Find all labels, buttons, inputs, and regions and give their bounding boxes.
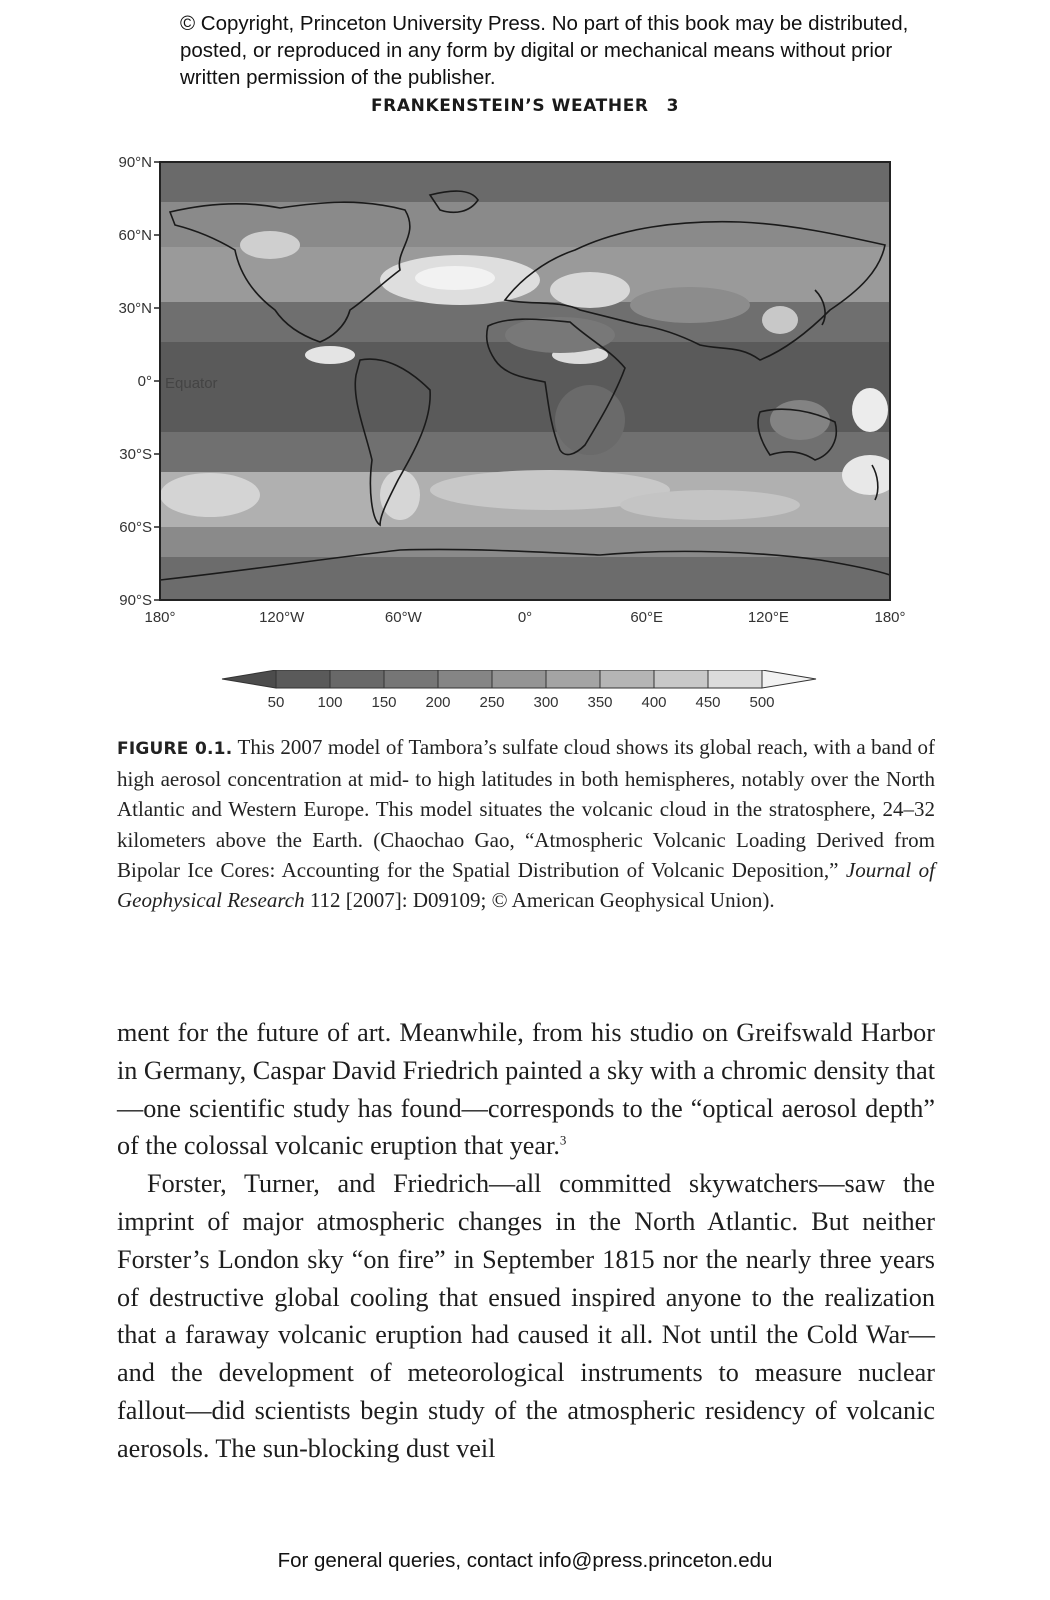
colorbar-svg	[0, 670, 1050, 730]
colorbar-segment	[708, 670, 762, 688]
aerosol-map-figure	[0, 150, 1050, 650]
y-tick-label: 90°S	[119, 592, 152, 609]
aerosol-field	[160, 162, 898, 600]
colorbar-tick-label: 200	[425, 694, 451, 711]
colorbar-extend-low	[222, 670, 276, 688]
paragraph-1-text: ment for the future of art. Meanwhile, from his studio on Greifswald Harbor in Germany, Caspar David Friedrich painted a sky with a chromic density that—one scientific study has found—corresponds to the “optical aerosol depth” of the colossal volcanic eruption that year.	[117, 1018, 935, 1161]
caption-text: This 2007 model of Tambora’s sulfate cloud shows its global reach, with a band of high aerosol concentration at mid- to high latitudes in both hemispheres, notably over the North Atlantic and Western Europe. This model situates the volcanic cloud in the stratosphere, 24–32 kilometers above the Earth. (Chaochao Gao, “Atmospheric Volcanic Loading Derived from Bipolar Ice Cores: Accounting for the Spatial Distribution of Volcanic Deposition,”	[117, 735, 936, 882]
colorbar-extend-high	[762, 670, 816, 688]
colorbar-segment	[330, 670, 384, 688]
body-text	[117, 1014, 935, 1468]
figure-label: FIGURE 0.1.	[117, 739, 233, 759]
page-number: 3	[666, 96, 680, 116]
colorbar-tick-label: 400	[641, 694, 667, 711]
x-axis	[144, 609, 905, 626]
colorbar-segment	[384, 670, 438, 688]
y-tick-label: 90°N	[118, 154, 152, 171]
footnote-reference[interactable]: 3	[559, 1132, 567, 1148]
y-tick-label: 60°N	[118, 227, 152, 244]
colorbar-segment	[492, 670, 546, 688]
colorbar-tick-label: 450	[695, 694, 721, 711]
x-tick-label: 120°W	[259, 609, 305, 626]
paragraph-1	[117, 1014, 935, 1165]
y-tick-label: 30°S	[119, 446, 152, 463]
colorbar-tick-label: 100	[317, 694, 343, 711]
colorbar-segment	[276, 670, 330, 688]
colorbar-tick-label: 300	[533, 694, 559, 711]
x-tick-label: 60°W	[384, 609, 422, 626]
colorbar-tick-label: 50	[267, 694, 285, 711]
figure-caption	[117, 732, 935, 915]
aerosol-map-svg	[0, 150, 1050, 650]
copyright-notice: © Copyright, Princeton University Press. No part of this book may be distributed, posted, or reproduced in any form by digital or mechanical means without prior written permission of the publisher.	[180, 12, 909, 89]
y-tick-label: 0°	[137, 373, 152, 390]
x-tick-label: 180°	[874, 609, 906, 626]
running-head-title: FRANKENSTEIN’S WEATHER	[370, 96, 649, 116]
colorbar-tick-label: 250	[479, 694, 505, 711]
colorbar-segment	[546, 670, 600, 688]
equator-label: Equator	[165, 375, 218, 392]
x-tick-label: 60°E	[630, 609, 664, 626]
colorbar-segment	[438, 670, 492, 688]
colorbar-segment	[600, 670, 654, 688]
colorbar-scale	[222, 670, 816, 711]
colorbar-segment	[654, 670, 708, 688]
colorbar	[0, 670, 1050, 730]
colorbar-tick-label: 150	[371, 694, 397, 711]
paragraph-2: Forster, Turner, and Friedrich—all committed skywatchers—saw the imprint of major atmospheric changes in the North Atlantic. But neither Forster’s London sky “on fire” in September 1815 nor the nearly three years of destructive global cooling that ensued inspired anyone to the realization that a faraway volcanic eruption had caused it all. Not until the Cold War—and the development of meteorological instruments to measure nuclear fallout—did scientists begin study of the atmospheric residency of volcanic aerosols. The sun-blocking dust veil	[117, 1169, 935, 1463]
colorbar-tick-label: 350	[587, 694, 613, 711]
y-tick-label: 30°N	[118, 300, 152, 317]
caption-journal: Journal of Geophysical Research	[117, 857, 935, 913]
y-axis	[118, 154, 160, 609]
running-head	[0, 96, 1050, 116]
x-tick-label: 0°	[517, 609, 533, 626]
x-tick-label: 180°	[144, 609, 176, 626]
footer-contact: For general queries, contact info@press.princeton.edu	[277, 1549, 773, 1572]
colorbar-tick-label: 500	[749, 694, 775, 711]
caption-tail: 112 [2007]: D09109; © American Geophysical Union).	[304, 888, 775, 913]
x-tick-label: 120°E	[747, 609, 789, 626]
y-tick-label: 60°S	[119, 519, 152, 536]
